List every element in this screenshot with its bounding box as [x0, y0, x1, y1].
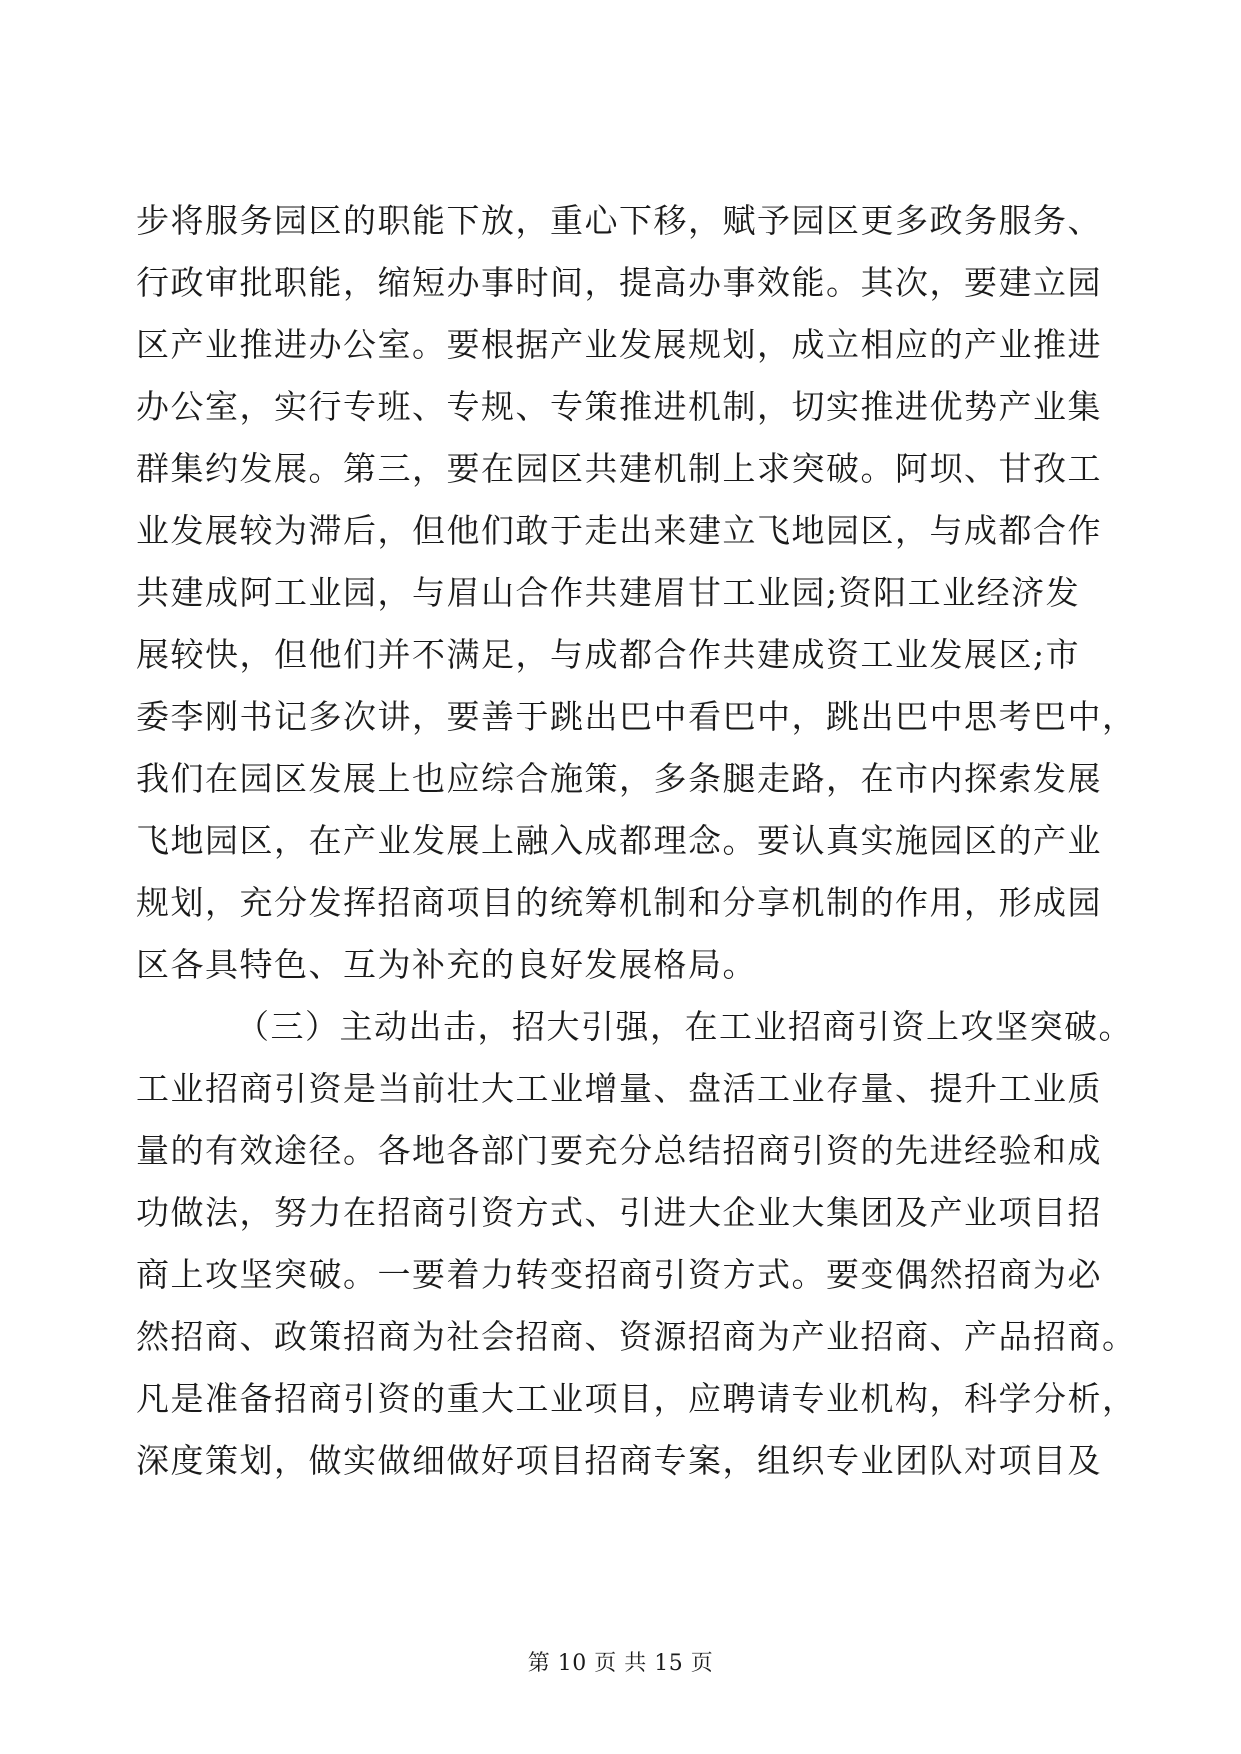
text-line: 业发展较为滞后，但他们敢于走出来建立飞地园区，与成都合作	[136, 511, 1102, 550]
section-heading: （三）主动出击，招大引强，在工业招商引资上攻坚突破。	[236, 1007, 1133, 1046]
text-line: 深度策划，做实做细做好项目招商专案，组织专业团队对项目及	[136, 1441, 1102, 1480]
text-line: 区各具特色、互为补充的良好发展格局。	[136, 945, 757, 984]
text-line: 飞地园区，在产业发展上融入成都理念。要认真实施园区的产业	[136, 821, 1102, 860]
text-line: 展较快，但他们并不满足，与成都合作共建成资工业发展区;市	[136, 635, 1081, 674]
text-line: 凡是准备招商引资的重大工业项目，应聘请专业机构，科学分析，	[136, 1379, 1137, 1418]
text-line: 规划，充分发挥招商项目的统筹机制和分享机制的作用，形成园	[136, 883, 1102, 922]
text-line: 量的有效途径。各地各部门要充分总结招商引资的先进经验和成	[136, 1131, 1102, 1170]
text-line: 行政审批职能，缩短办事时间，提高办事效能。其次，要建立园	[136, 263, 1102, 302]
text-line: 委李刚书记多次讲，要善于跳出巴中看巴中，跳出巴中思考巴中，	[136, 697, 1137, 736]
text-line: 区产业推进办公室。要根据产业发展规划，成立相应的产业推进	[136, 325, 1102, 364]
text-line: 工业招商引资是当前壮大工业增量、盘活工业存量、提升工业质	[136, 1069, 1102, 1108]
document-body	[136, 190, 1137, 1492]
text-line: 然招商、政策招商为社会招商、资源招商为产业招商、产品招商。	[136, 1317, 1137, 1356]
text-line: 群集约发展。第三，要在园区共建机制上求突破。阿坝、甘孜工	[136, 449, 1102, 488]
text-line: 共建成阿工业园，与眉山合作共建眉甘工业园;资阳工业经济发	[136, 573, 1081, 612]
page-number-footer: 第 10 页 共 15 页	[527, 1651, 714, 1676]
text-line: 商上攻坚突破。一要着力转变招商引资方式。要变偶然招商为必	[136, 1255, 1102, 1294]
text-line: 功做法，努力在招商引资方式、引进大企业大集团及产业项目招	[136, 1193, 1102, 1232]
text-line: 我们在园区发展上也应综合施策，多条腿走路，在市内探索发展	[136, 759, 1102, 798]
text-line: 办公室，实行专班、专规、专策推进机制，切实推进优势产业集	[136, 387, 1102, 426]
text-line: 步将服务园区的职能下放，重心下移，赋予园区更多政务服务、	[136, 201, 1102, 240]
